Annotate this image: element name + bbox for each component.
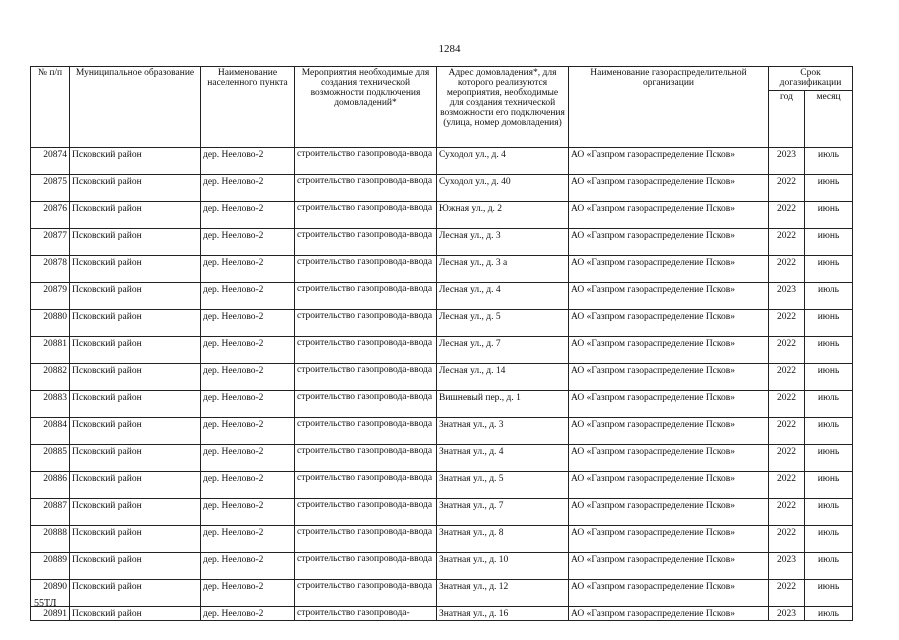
row-measure: строительство газопровода-ввода [295, 472, 437, 499]
header-year: год [769, 91, 805, 148]
row-measure: строительство газопровода-ввода [295, 148, 437, 175]
row-municipality: Псковский район [70, 445, 201, 472]
row-measure: строительство газопровода-ввода [295, 445, 437, 472]
table-row [31, 472, 853, 499]
row-year: 2023 [769, 553, 805, 580]
row-number: 20876 [31, 202, 70, 229]
row-number: 20885 [31, 445, 70, 472]
row-month: июнь [805, 337, 853, 364]
row-municipality: Псковский район [70, 418, 201, 445]
row-year: 2023 [769, 607, 805, 621]
row-year: 2022 [769, 526, 805, 553]
header-month: месяц [805, 91, 853, 148]
row-municipality: Псковский район [70, 175, 201, 202]
row-number: 20889 [31, 553, 70, 580]
row-number: 20883 [31, 391, 70, 418]
header-measures: Мероприятия необходимые для создания технической возможности подключения домовладений* [295, 67, 437, 148]
row-number: 20880 [31, 310, 70, 337]
row-address: Лесная ул., д. 5 [437, 310, 569, 337]
row-number: 20888 [31, 526, 70, 553]
header-address: Адрес домовладения*, для которого реализуются мероприятия, необходимые для создания технической возможности его подключения (улица, номер домовладения) [437, 67, 569, 148]
row-organization: АО «Газпром газораспределение Псков» [569, 607, 769, 621]
row-settlement: дер. Неелово-2 [201, 337, 295, 364]
row-settlement: дер. Неелово-2 [201, 202, 295, 229]
row-organization: АО «Газпром газораспределение Псков» [569, 499, 769, 526]
header-num: № п/п [31, 67, 70, 148]
row-measure: строительство газопровода-ввода [295, 580, 437, 607]
row-measure: строительство газопровода-ввода [295, 337, 437, 364]
row-settlement: дер. Неелово-2 [201, 445, 295, 472]
table-row [31, 418, 853, 445]
row-address: Суходол ул., д. 4 [437, 148, 569, 175]
row-measure: строительство газопровода-ввода [295, 283, 437, 310]
table-row [31, 445, 853, 472]
table-row [31, 580, 853, 607]
row-month: июнь [805, 229, 853, 256]
row-settlement: дер. Неелово-2 [201, 553, 295, 580]
row-year: 2022 [769, 391, 805, 418]
row-settlement: дер. Неелово-2 [201, 310, 295, 337]
table-row [31, 526, 853, 553]
row-month: июнь [805, 472, 853, 499]
row-municipality: Псковский район [70, 391, 201, 418]
row-municipality: Псковский район [70, 499, 201, 526]
row-measure: строительство газопровода-ввода [295, 391, 437, 418]
table-row [31, 553, 853, 580]
row-year: 2022 [769, 499, 805, 526]
table-row [31, 202, 853, 229]
row-organization: АО «Газпром газораспределение Псков» [569, 202, 769, 229]
row-address: Знатная ул., д. 7 [437, 499, 569, 526]
row-month: июнь [805, 445, 853, 472]
row-number: 20877 [31, 229, 70, 256]
row-settlement: дер. Неелово-2 [201, 391, 295, 418]
row-address: Знатная ул., д. 12 [437, 580, 569, 607]
row-organization: АО «Газпром газораспределение Псков» [569, 526, 769, 553]
row-number: 20884 [31, 418, 70, 445]
row-settlement: дер. Неелово-2 [201, 418, 295, 445]
row-address: Лесная ул., д. 4 [437, 283, 569, 310]
row-year: 2022 [769, 472, 805, 499]
row-measure: строительство газопровода-ввода [295, 202, 437, 229]
row-measure: строительство газопровода-ввода [295, 499, 437, 526]
row-address: Лесная ул., д. 7 [437, 337, 569, 364]
row-year: 2022 [769, 229, 805, 256]
row-address: Вишневый пер., д. 1 [437, 391, 569, 418]
row-number: 20887 [31, 499, 70, 526]
row-address: Знатная ул., д. 5 [437, 472, 569, 499]
row-year: 2023 [769, 148, 805, 175]
table-header [31, 67, 853, 148]
row-year: 2022 [769, 202, 805, 229]
row-settlement: дер. Неелово-2 [201, 472, 295, 499]
row-number: 20878 [31, 256, 70, 283]
row-municipality: Псковский район [70, 202, 201, 229]
row-address: Знатная ул., д. 10 [437, 553, 569, 580]
row-address: Знатная ул., д. 16 [437, 607, 569, 621]
row-month: июль [805, 148, 853, 175]
row-organization: АО «Газпром газораспределение Псков» [569, 337, 769, 364]
row-month: июнь [805, 256, 853, 283]
row-address: Южная ул., д. 2 [437, 202, 569, 229]
row-month: июнь [805, 364, 853, 391]
row-settlement: дер. Неелово-2 [201, 283, 295, 310]
row-municipality: Псковский район [70, 553, 201, 580]
row-number: 20882 [31, 364, 70, 391]
row-address: Лесная ул., д. 14 [437, 364, 569, 391]
row-year: 2023 [769, 283, 805, 310]
row-month: июль [805, 418, 853, 445]
row-settlement: дер. Неелово-2 [201, 148, 295, 175]
row-municipality: Псковский район [70, 256, 201, 283]
row-municipality: Псковский район [70, 337, 201, 364]
table-row [31, 364, 853, 391]
table-row [31, 499, 853, 526]
row-settlement: дер. Неелово-2 [201, 526, 295, 553]
row-municipality: Псковский район [70, 229, 201, 256]
row-organization: АО «Газпром газораспределение Псков» [569, 229, 769, 256]
row-address: Знатная ул., д. 3 [437, 418, 569, 445]
row-year: 2022 [769, 445, 805, 472]
row-year: 2022 [769, 175, 805, 202]
row-organization: АО «Газпром газораспределение Псков» [569, 364, 769, 391]
page-number: 1284 [438, 43, 461, 55]
row-month: июль [805, 499, 853, 526]
row-municipality: Псковский район [70, 526, 201, 553]
row-settlement: дер. Неелово-2 [201, 229, 295, 256]
table-row [31, 148, 853, 175]
row-organization: АО «Газпром газораспределение Псков» [569, 175, 769, 202]
row-municipality: Псковский район [70, 364, 201, 391]
row-month: июнь [805, 580, 853, 607]
row-organization: АО «Газпром газораспределение Псков» [569, 472, 769, 499]
row-month: июль [805, 553, 853, 580]
row-address: Знатная ул., д. 8 [437, 526, 569, 553]
row-settlement: дер. Неелово-2 [201, 256, 295, 283]
row-municipality: Псковский район [70, 283, 201, 310]
row-year: 2022 [769, 256, 805, 283]
row-number: 20879 [31, 283, 70, 310]
footer-code: 55ТЛ [34, 598, 57, 609]
row-year: 2022 [769, 580, 805, 607]
row-municipality: Псковский район [70, 310, 201, 337]
table-row [31, 175, 853, 202]
row-measure: строительство газопровода-ввода [295, 229, 437, 256]
row-organization: АО «Газпром газораспределение Псков» [569, 445, 769, 472]
row-month: июль [805, 607, 853, 621]
row-organization: АО «Газпром газораспределение Псков» [569, 580, 769, 607]
row-year: 2022 [769, 364, 805, 391]
row-settlement: дер. Неелово-2 [201, 607, 295, 621]
row-number: 20891 [31, 607, 70, 621]
row-month: июнь [805, 175, 853, 202]
row-municipality: Псковский район [70, 607, 201, 621]
row-measure: строительство газопровода-ввода [295, 256, 437, 283]
table-row [31, 337, 853, 364]
row-number: 20881 [31, 337, 70, 364]
row-number: 20875 [31, 175, 70, 202]
row-month: июль [805, 526, 853, 553]
table-row [31, 283, 853, 310]
header-settlement: Наименование населенного пункта [201, 67, 295, 148]
row-measure: строительство газопровода-ввода [295, 526, 437, 553]
row-settlement: дер. Неелово-2 [201, 364, 295, 391]
row-address: Суходол ул., д. 40 [437, 175, 569, 202]
row-organization: АО «Газпром газораспределение Псков» [569, 553, 769, 580]
row-month: июль [805, 283, 853, 310]
row-year: 2022 [769, 337, 805, 364]
header-deadline: Срок догазификации [769, 67, 853, 91]
row-settlement: дер. Неелово-2 [201, 580, 295, 607]
row-organization: АО «Газпром газораспределение Псков» [569, 418, 769, 445]
row-organization: АО «Газпром газораспределение Псков» [569, 283, 769, 310]
row-measure: строительство газопровода-ввода [295, 364, 437, 391]
row-month: июнь [805, 202, 853, 229]
row-organization: АО «Газпром газораспределение Псков» [569, 391, 769, 418]
header-municipality: Муниципальное образование [70, 67, 201, 148]
row-municipality: Псковский район [70, 580, 201, 607]
row-address: Знатная ул., д. 4 [437, 445, 569, 472]
row-number: 20886 [31, 472, 70, 499]
table-body [31, 148, 853, 621]
row-measure: строительство газопровода-ввода [295, 310, 437, 337]
row-number: 20890 [31, 580, 70, 607]
row-measure: строительство газопровода- [295, 607, 437, 621]
row-organization: АО «Газпром газораспределение Псков» [569, 148, 769, 175]
table-row [31, 256, 853, 283]
header-organization: Наименование газораспределительной организации [569, 67, 769, 148]
table-row [31, 310, 853, 337]
table-row [31, 229, 853, 256]
row-municipality: Псковский район [70, 148, 201, 175]
row-year: 2022 [769, 310, 805, 337]
row-organization: АО «Газпром газораспределение Псков» [569, 256, 769, 283]
row-municipality: Псковский район [70, 472, 201, 499]
row-organization: АО «Газпром газораспределение Псков» [569, 310, 769, 337]
row-month: июнь [805, 310, 853, 337]
table-row [31, 391, 853, 418]
row-measure: строительство газопровода-ввода [295, 175, 437, 202]
row-address: Лесная ул., д. 3 [437, 229, 569, 256]
row-number: 20874 [31, 148, 70, 175]
row-measure: строительство газопровода-ввода [295, 553, 437, 580]
row-settlement: дер. Неелово-2 [201, 499, 295, 526]
row-address: Лесная ул., д. 3 а [437, 256, 569, 283]
row-measure: строительство газопровода-ввода [295, 418, 437, 445]
row-month: июль [805, 391, 853, 418]
table-row [31, 607, 853, 621]
row-year: 2022 [769, 418, 805, 445]
row-settlement: дер. Неелово-2 [201, 175, 295, 202]
gasification-table [30, 66, 853, 621]
